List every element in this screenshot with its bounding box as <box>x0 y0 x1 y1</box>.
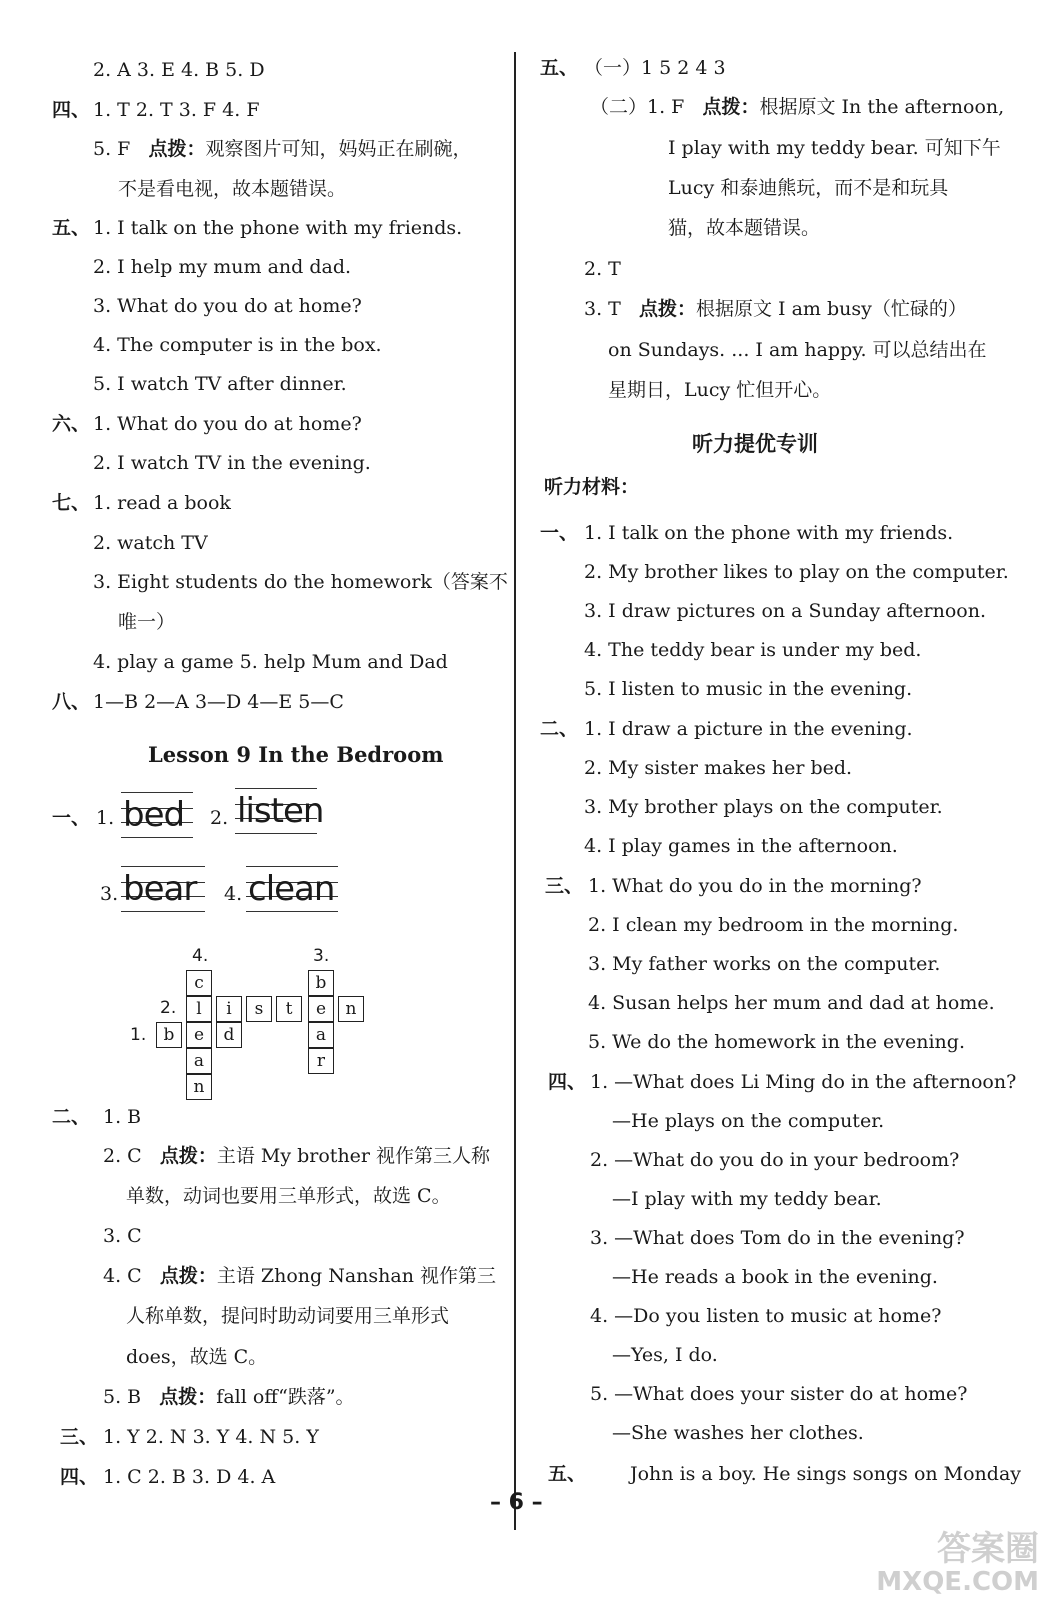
answer-line: 星期日，Lucy 忙但开心。 <box>608 379 832 401</box>
transcript-line: —I play with my teddy bear. <box>612 1188 882 1210</box>
section-label: 八、 <box>52 691 91 713</box>
answer-line: 不是看电视，故本题错误。 <box>118 178 347 200</box>
section-label: 六、 <box>52 413 91 435</box>
word-number: 2. <box>210 807 229 829</box>
transcript-line: 5. We do the homework in the evening. <box>588 1031 965 1053</box>
transcript-line: 4. Susan helps her mum and dad at home. <box>588 992 995 1014</box>
tip-text: 根据原文 In the afternoon, <box>759 96 1005 118</box>
section-label: 三、 <box>60 1426 99 1448</box>
tip-label: 点拨： <box>159 1265 217 1287</box>
section-label: 二、 <box>52 1106 91 1128</box>
answer-line <box>103 1144 490 1168</box>
answer-line: does，故选 C。 <box>126 1346 268 1368</box>
answer-number: 3. T <box>584 298 621 320</box>
watermark-logo <box>876 1530 1039 1596</box>
answer-line <box>103 1385 355 1409</box>
crossword-cell: n <box>338 996 364 1022</box>
answer-line: 4. play a game 5. help Mum and Dad <box>93 651 448 673</box>
transcript-line: 5. —What does your sister do at home? <box>590 1383 968 1405</box>
transcript-line: —He reads a book in the evening. <box>612 1266 938 1288</box>
answer-line: 1. Y 2. N 3. Y 4. N 5. Y <box>103 1426 319 1448</box>
tip-text: 主语 My brother 视作第三人称 <box>216 1145 491 1167</box>
section-label: 一、 <box>540 522 579 544</box>
answer-line <box>590 95 1004 119</box>
section-label: 三、 <box>545 875 584 897</box>
transcript-line: 1. I draw a picture in the evening. <box>584 718 913 740</box>
crossword-number: 2. <box>160 998 177 1018</box>
crossword-cell: c <box>186 970 212 996</box>
tip-label: 点拨： <box>159 1145 217 1167</box>
crossword-cell: b <box>308 970 334 996</box>
transcript-line: 5. I listen to music in the evening. <box>584 678 913 700</box>
section-label: 四、 <box>52 99 91 121</box>
tip-text: 根据原文 I am busy（忙碌的） <box>695 298 967 320</box>
transcript-line: —Yes, I do. <box>612 1344 718 1366</box>
handwritten-word: clean <box>248 869 335 909</box>
crossword-cell: a <box>186 1048 212 1074</box>
answer-number: 4. C <box>103 1265 142 1287</box>
transcript-line: 4. —Do you listen to music at home? <box>590 1305 942 1327</box>
crossword-cell: e <box>308 996 334 1022</box>
tip-text: 观察图片可知，妈妈正在刷碗， <box>205 138 472 160</box>
transcript-line: 2. My brother likes to play on the computer. <box>584 561 1009 583</box>
tip-label: 点拨： <box>702 96 760 118</box>
transcript-line: 3. —What does Tom do in the evening? <box>590 1227 965 1249</box>
answer-number: （二）1. F <box>590 96 685 118</box>
crossword-cell: b <box>156 1022 182 1048</box>
answer-number: 5. F <box>93 138 131 160</box>
writing-lines <box>246 866 338 912</box>
transcript-line: 2. My sister makes her bed. <box>584 757 853 779</box>
section-label: 四、 <box>60 1466 99 1488</box>
transcript-line: 4. I play games in the afternoon. <box>584 835 898 857</box>
transcript-line: 3. My father works on the computer. <box>588 953 941 975</box>
answer-line: 3. What do you do at home? <box>93 295 362 317</box>
section-label: 五、 <box>540 57 579 79</box>
transcript-line: 1. What do you do in the morning? <box>588 875 922 897</box>
tip-label: 点拨： <box>148 138 206 160</box>
crossword-cell: s <box>246 996 272 1022</box>
crossword-cell: a <box>308 1022 334 1048</box>
tip-label: 点拨： <box>638 298 696 320</box>
section-label: 七、 <box>52 492 91 514</box>
tip-text: 主语 Zhong Nanshan 视作第三 <box>216 1265 496 1287</box>
crossword-cell: e <box>186 1022 212 1048</box>
crossword-number: 3. <box>313 946 330 966</box>
section-label: 五、 <box>52 217 91 239</box>
answer-line: 3. Eight students do the homework（答案不 <box>93 571 508 593</box>
transcript-line: —He plays on the computer. <box>612 1110 885 1132</box>
transcript-line: 3. I draw pictures on a Sunday afternoon. <box>584 600 987 622</box>
transcript-line: John is a boy. He sings songs on Monday <box>630 1463 1022 1485</box>
section-heading: 听力提优专训 <box>692 431 818 456</box>
handwritten-word: bear <box>123 869 197 909</box>
section-label: 二、 <box>540 718 579 740</box>
answer-line: 1. T 2. T 3. F 4. F <box>93 99 260 121</box>
transcript-line: 3. My brother plays on the computer. <box>584 796 943 818</box>
answer-line: 1. C 2. B 3. D 4. A <box>103 1466 276 1488</box>
watermark-text-bottom: MXQE.COM <box>876 1567 1039 1597</box>
section-label: 五、 <box>548 1463 587 1485</box>
answer-line <box>584 297 967 321</box>
answer-line: 2. watch TV <box>93 532 208 554</box>
answer-line: 3. C <box>103 1225 142 1247</box>
transcript-line: 2. I clean my bedroom in the morning. <box>588 914 959 936</box>
answer-line: Lucy 和泰迪熊玩，而不是和玩具 <box>668 177 949 199</box>
section-label: 四、 <box>548 1071 587 1093</box>
answer-line: 2. I help my mum and dad. <box>93 256 352 278</box>
answer-line: 1. B <box>103 1106 142 1128</box>
word-number: 4. <box>224 883 243 905</box>
handwritten-word: bed <box>123 795 185 835</box>
subheading: 听力材料： <box>544 476 640 498</box>
crossword-cell: l <box>186 996 212 1022</box>
answer-line: 2. T <box>584 258 621 280</box>
lesson-title: Lesson 9 In the Bedroom <box>148 742 444 767</box>
answer-line: 单数，动词也要用三单形式，故选 C。 <box>126 1185 451 1207</box>
watermark-text-top: 答案圈 <box>937 1529 1039 1569</box>
section-label: 一、 <box>52 807 91 829</box>
tip-text: fall off“跌落”。 <box>216 1386 355 1408</box>
crossword-number: 1. <box>130 1025 147 1045</box>
writing-lines <box>121 792 193 838</box>
answer-line: 1. I talk on the phone with my friends. <box>93 217 463 239</box>
answer-line: 1—B 2—A 3—D 4—E 5—C <box>93 691 344 713</box>
word-number: 1. <box>96 807 115 829</box>
transcript-line: —She washes her clothes. <box>612 1422 864 1444</box>
answer-line: 5. I watch TV after dinner. <box>93 373 347 395</box>
answer-line <box>93 137 472 161</box>
answer-line: （一）1 5 2 4 3 <box>584 57 726 79</box>
page-number: – 6 – <box>490 1490 543 1515</box>
answer-line: 1. read a book <box>93 492 231 514</box>
crossword-cell: i <box>216 996 242 1022</box>
crossword-cell: r <box>308 1048 334 1074</box>
answer-line: 4. The computer is in the box. <box>93 334 382 356</box>
answer-line <box>103 1264 496 1288</box>
answer-line: 唯一） <box>118 611 176 633</box>
transcript-line: 1. —What does Li Ming do in the afternoon? <box>590 1071 1017 1093</box>
writing-lines <box>121 866 205 912</box>
answer-number: 5. B <box>103 1386 142 1408</box>
word-number: 3. <box>100 883 119 905</box>
answer-line: on Sundays. ... I am happy. 可以总结出在 <box>608 339 987 361</box>
crossword-cell: n <box>186 1074 212 1100</box>
transcript-line: 1. I talk on the phone with my friends. <box>584 522 954 544</box>
answer-line: I play with my teddy bear. 可知下午 <box>668 137 1001 159</box>
crossword-cell: t <box>276 996 302 1022</box>
crossword-cell: d <box>216 1022 242 1048</box>
answer-line: 猫，故本题错误。 <box>668 217 821 239</box>
answer-line: 人称单数，提问时助动词要用三单形式 <box>126 1305 450 1327</box>
transcript-line: 2. —What do you do in your bedroom? <box>590 1149 960 1171</box>
handwritten-word: listen <box>237 791 324 831</box>
answer-line: 2. A 3. E 4. B 5. D <box>93 59 265 81</box>
tip-label: 点拨： <box>159 1386 217 1408</box>
transcript-line: 4. The teddy bear is under my bed. <box>584 639 922 661</box>
crossword-number: 4. <box>192 946 209 966</box>
answer-line: 1. What do you do at home? <box>93 413 362 435</box>
answer-line: 2. I watch TV in the evening. <box>93 452 371 474</box>
column-divider <box>514 52 516 1530</box>
writing-lines <box>235 788 324 834</box>
answer-number: 2. C <box>103 1145 142 1167</box>
